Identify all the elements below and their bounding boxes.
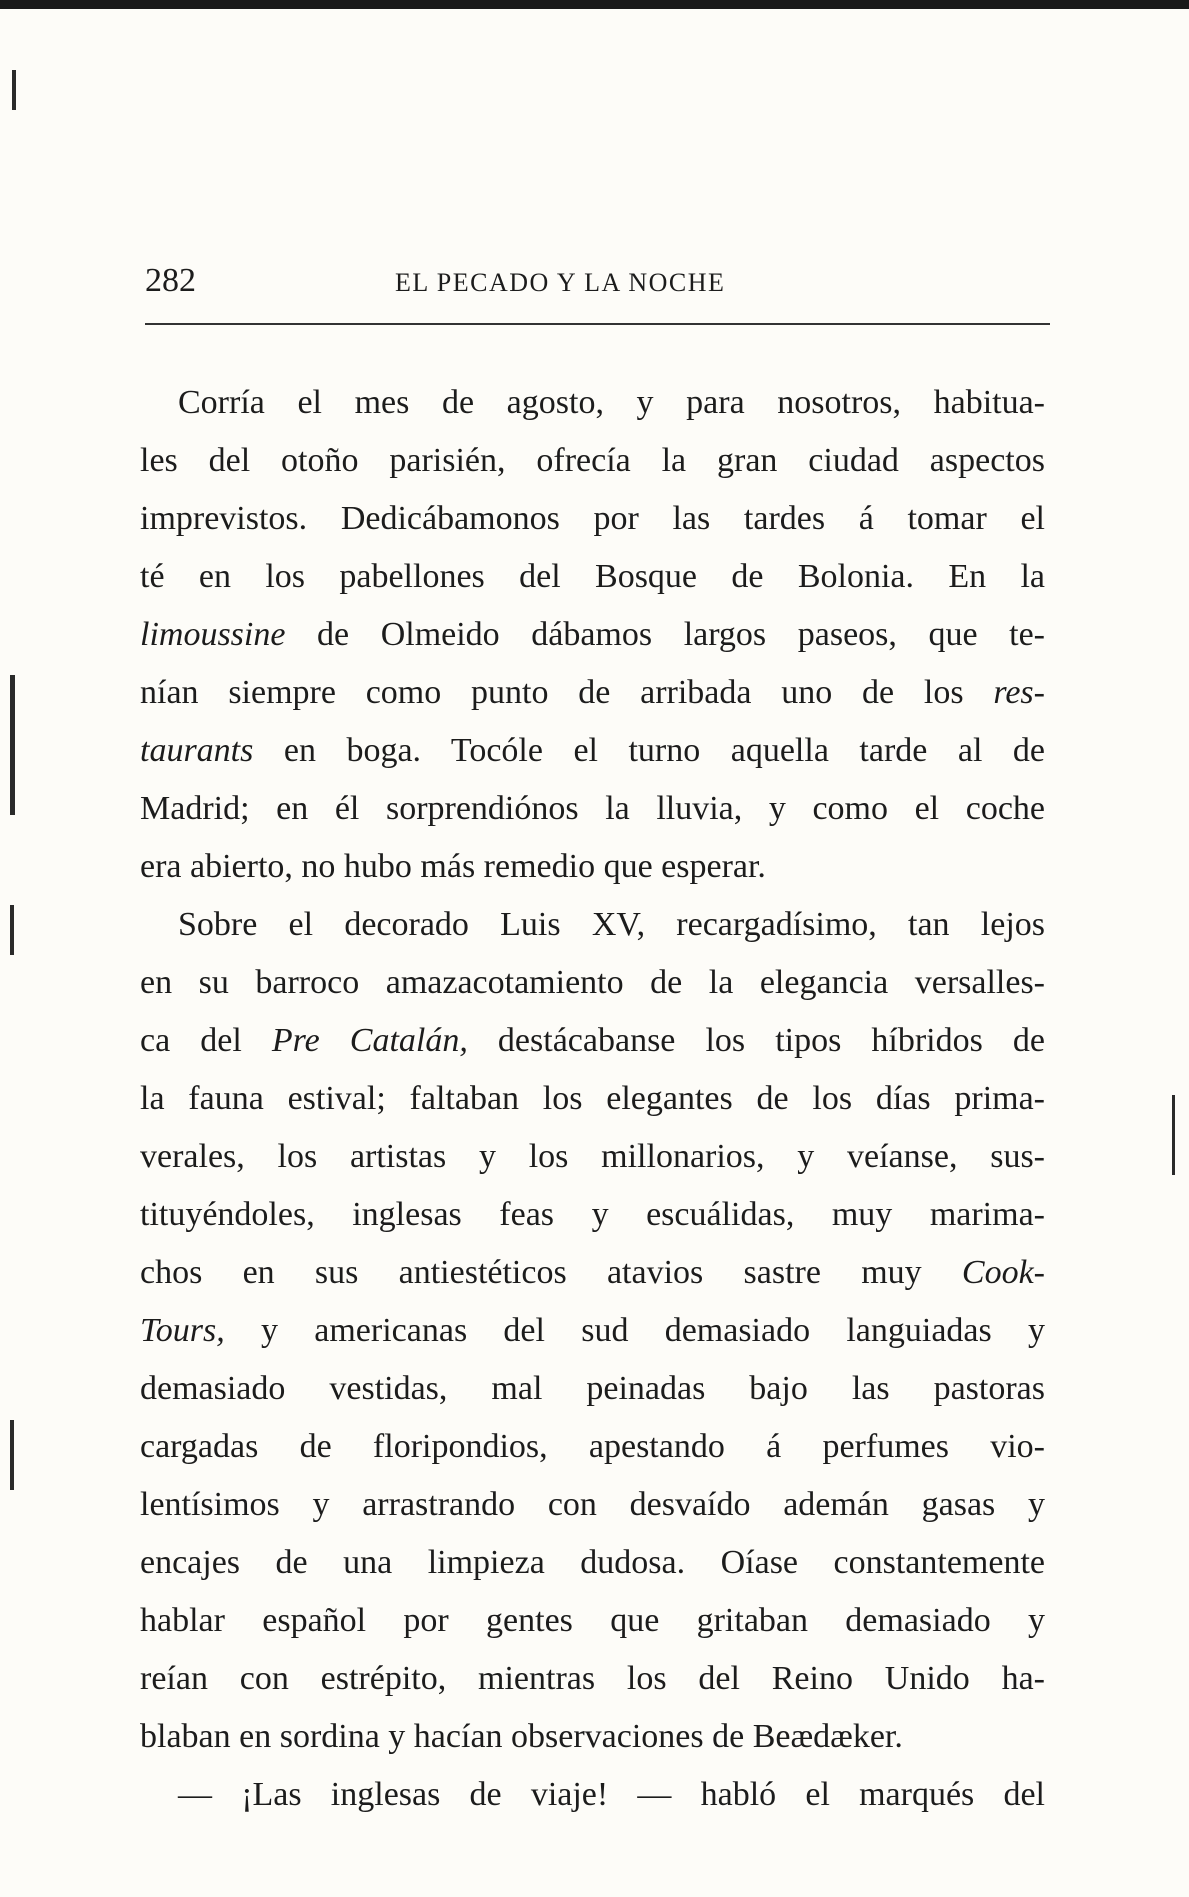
text-run: demasiado vestidas, mal peinadas bajo las pastoras: [140, 1370, 1045, 1407]
text-line: [140, 1128, 1045, 1186]
text-line: [140, 1766, 1045, 1824]
text-line: [140, 664, 1045, 722]
text-run: lentísimos y arrastrando con desvaído ademán gasas y: [140, 1486, 1045, 1523]
text-line: [140, 606, 1045, 664]
text-line: [140, 1418, 1045, 1476]
text-line: [140, 1186, 1045, 1244]
text-run: era abierto, no hubo más remedio que esperar.: [140, 848, 766, 885]
text-line: [140, 1244, 1045, 1302]
text-run: cargadas de floripondios, apestando á perfumes vio-: [140, 1428, 1045, 1465]
text-run: encajes de una limpieza dudosa. Oíase constantemente: [140, 1544, 1045, 1581]
text-run: nían siempre como punto de arribada uno de los: [140, 674, 994, 711]
text-run: Corría el mes de agosto, y para nosotros, habitua-: [178, 384, 1045, 421]
text-run: la fauna estival; faltaban los elegantes de los días prima-: [140, 1080, 1045, 1117]
text-run: Sobre el decorado Luis XV, recargadísimo, tan lejos: [178, 906, 1045, 943]
text-line: [140, 780, 1045, 838]
text-line: [140, 896, 1045, 954]
paragraph: [140, 896, 1045, 1766]
text-run: blaban en sordina y hacían observaciones de Beædæker.: [140, 1718, 903, 1755]
edge-mark: [10, 675, 15, 815]
text-line: [140, 1070, 1045, 1128]
text-run: y americanas del sud demasiado languiadas y: [224, 1312, 1045, 1349]
italic-text-run: taurants: [140, 732, 254, 769]
body-text: [140, 374, 1045, 1824]
text-line: [140, 1476, 1045, 1534]
italic-text-run: Tours,: [140, 1312, 225, 1349]
text-run: — ¡Las inglesas de viaje! — habló el marqués del: [178, 1776, 1045, 1813]
edge-mark: [10, 905, 14, 955]
edge-mark: [1172, 1095, 1175, 1175]
italic-text-run: Cook-: [961, 1254, 1045, 1291]
text-run: chos en sus antiestéticos atavios sastre muy: [140, 1254, 962, 1291]
edge-mark: [10, 1420, 14, 1490]
page-top-edge: [0, 0, 1189, 9]
book-title: EL PECADO Y LA NOCHE: [395, 268, 726, 297]
text-line: [140, 1360, 1045, 1418]
text-run: té en los pabellones del Bosque de Bolonia. En la: [140, 558, 1045, 595]
edge-mark: [12, 70, 16, 110]
text-run: les del otoño parisién, ofrecía la gran ciudad aspectos: [140, 442, 1045, 479]
header-rule: [145, 323, 1050, 325]
italic-text-run: Pre Catalán,: [271, 1022, 468, 1059]
text-line: [140, 1650, 1045, 1708]
italic-text-run: limoussine: [140, 616, 286, 653]
text-line: [140, 722, 1045, 780]
paragraph: [140, 1766, 1045, 1824]
text-line: [140, 374, 1045, 432]
text-line: [140, 954, 1045, 1012]
text-line: [140, 1012, 1045, 1070]
text-line: [140, 1592, 1045, 1650]
text-run: destácabanse los tipos híbridos de: [467, 1022, 1046, 1059]
paragraph: [140, 374, 1045, 896]
page-number: 282: [145, 262, 196, 299]
text-line: [140, 1534, 1045, 1592]
text-run: hablar español por gentes que gritaban demasiado y: [140, 1602, 1045, 1639]
text-run: imprevistos. Dedicábamonos por las tardes á tomar el: [140, 500, 1045, 537]
text-run: reían con estrépito, mientras los del Reino Unido ha-: [140, 1660, 1045, 1697]
text-line: [140, 1708, 1045, 1766]
text-line: [140, 432, 1045, 490]
text-run: en su barroco amazacotamiento de la elegancia versalles-: [140, 964, 1045, 1001]
text-run: verales, los artistas y los millonarios, y veíanse, sus-: [140, 1138, 1045, 1175]
text-run: en boga. Tocóle el turno aquella tarde al de: [253, 732, 1045, 769]
text-run: de Olmeido dábamos largos paseos, que te-: [285, 616, 1045, 653]
text-line: [140, 838, 1045, 896]
text-run: ca del: [140, 1022, 272, 1059]
running-head: [145, 262, 1050, 306]
text-line: [140, 1302, 1045, 1360]
text-line: [140, 490, 1045, 548]
italic-text-run: res-: [993, 674, 1045, 711]
text-run: tituyéndoles, inglesas feas y escuálidas, muy marima-: [140, 1196, 1045, 1233]
text-run: Madrid; en él sorprendiónos la lluvia, y como el coche: [140, 790, 1045, 827]
text-line: [140, 548, 1045, 606]
